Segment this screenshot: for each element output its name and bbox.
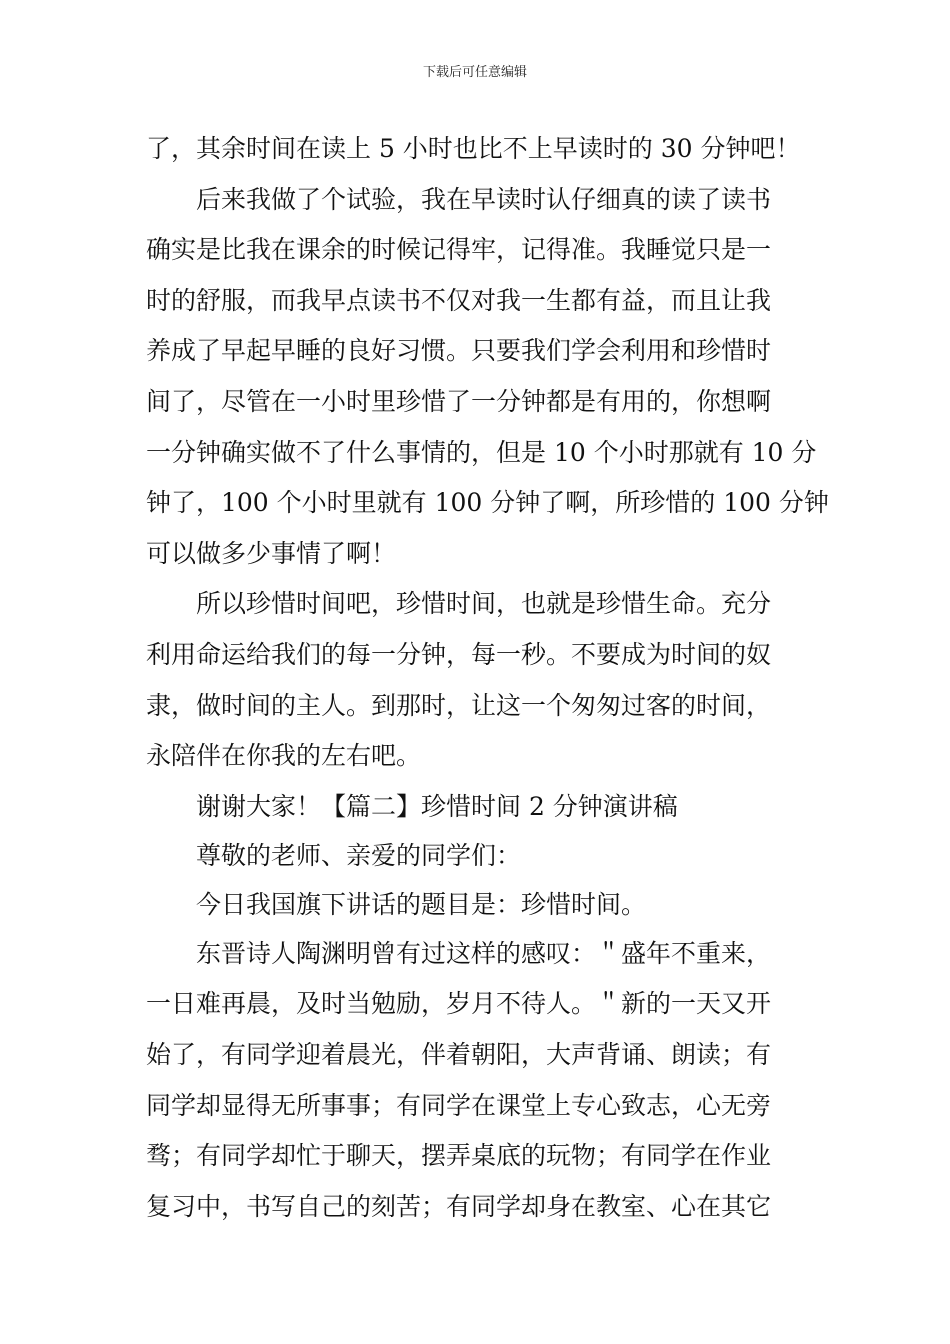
text-line: 确实是比我在课余的时候记得牢，记得准。我睡觉只是一 — [146, 235, 772, 265]
text-line: 一日难再晨，及时当勉励，岁月不待人。＂新的一天又开 — [146, 989, 772, 1019]
text-line: 一分钟确实做不了什么事情的，但是 10 个小时那就有 10 分 — [146, 437, 817, 467]
text-line: 了，其余时间在读上 5 小时也比不上早读时的 30 分钟吧！ — [146, 134, 801, 163]
salutation-line: 尊敬的老师、亲爱的同学们： — [196, 840, 522, 870]
page-header: 下载后可任意编辑 — [422, 65, 527, 80]
document-body — [146, 124, 829, 1232]
text-line: 隶，做时间的主人。到那时，让这一个匆匆过客的时间， — [146, 690, 772, 720]
text-line: 利用命运给我们的每一分钟，每一秒。不要成为时间的奴 — [146, 639, 772, 669]
text-line: 间了，尽管在一小时里珍惜了一分钟都是有用的，你想啊 — [146, 386, 772, 416]
text-line: 钟了，100 个小时里就有 100 分钟了啊，所珍惜的 100 分钟 — [146, 488, 829, 518]
text-line: 养成了早起早睡的良好习惯。只要我们学会利用和珍惜时 — [146, 336, 772, 366]
text-line: 同学却显得无所事事；有同学在课堂上专心致志，心无旁 — [146, 1090, 772, 1120]
text-line: 可以做多少事情了啊！ — [146, 538, 397, 568]
paragraph-start-line: 所以珍惜时间吧，珍惜时间，也就是珍惜生命。充分 — [196, 589, 772, 619]
text-line: 复习中，书写自己的刻苦；有同学却身在教室、心在其它 — [146, 1191, 772, 1221]
paragraph-start-line: 东晋诗人陶渊明曾有过这样的感叹：＂盛年不重来， — [196, 938, 772, 968]
text-line: 永陪伴在你我的左右吧。 — [146, 741, 422, 771]
paragraph-start-line: 今日我国旗下讲话的题目是：珍惜时间。 — [196, 889, 647, 919]
paragraph-start-line: 后来我做了个试验，我在早读时认仔细真的读了读书 — [196, 184, 772, 214]
text-line: 骛；有同学却忙于聊天，摆弄桌底的玩物；有同学在作业 — [146, 1141, 772, 1171]
section-heading-line: 谢谢大家！【篇二】珍惜时间 2 分钟演讲稿 — [196, 791, 678, 821]
text-line: 始了，有同学迎着晨光，伴着朝阳，大声背诵、朗读；有 — [146, 1039, 772, 1069]
text-line: 时的舒服，而我早点读书不仅对我一生都有益，而且让我 — [146, 285, 772, 315]
